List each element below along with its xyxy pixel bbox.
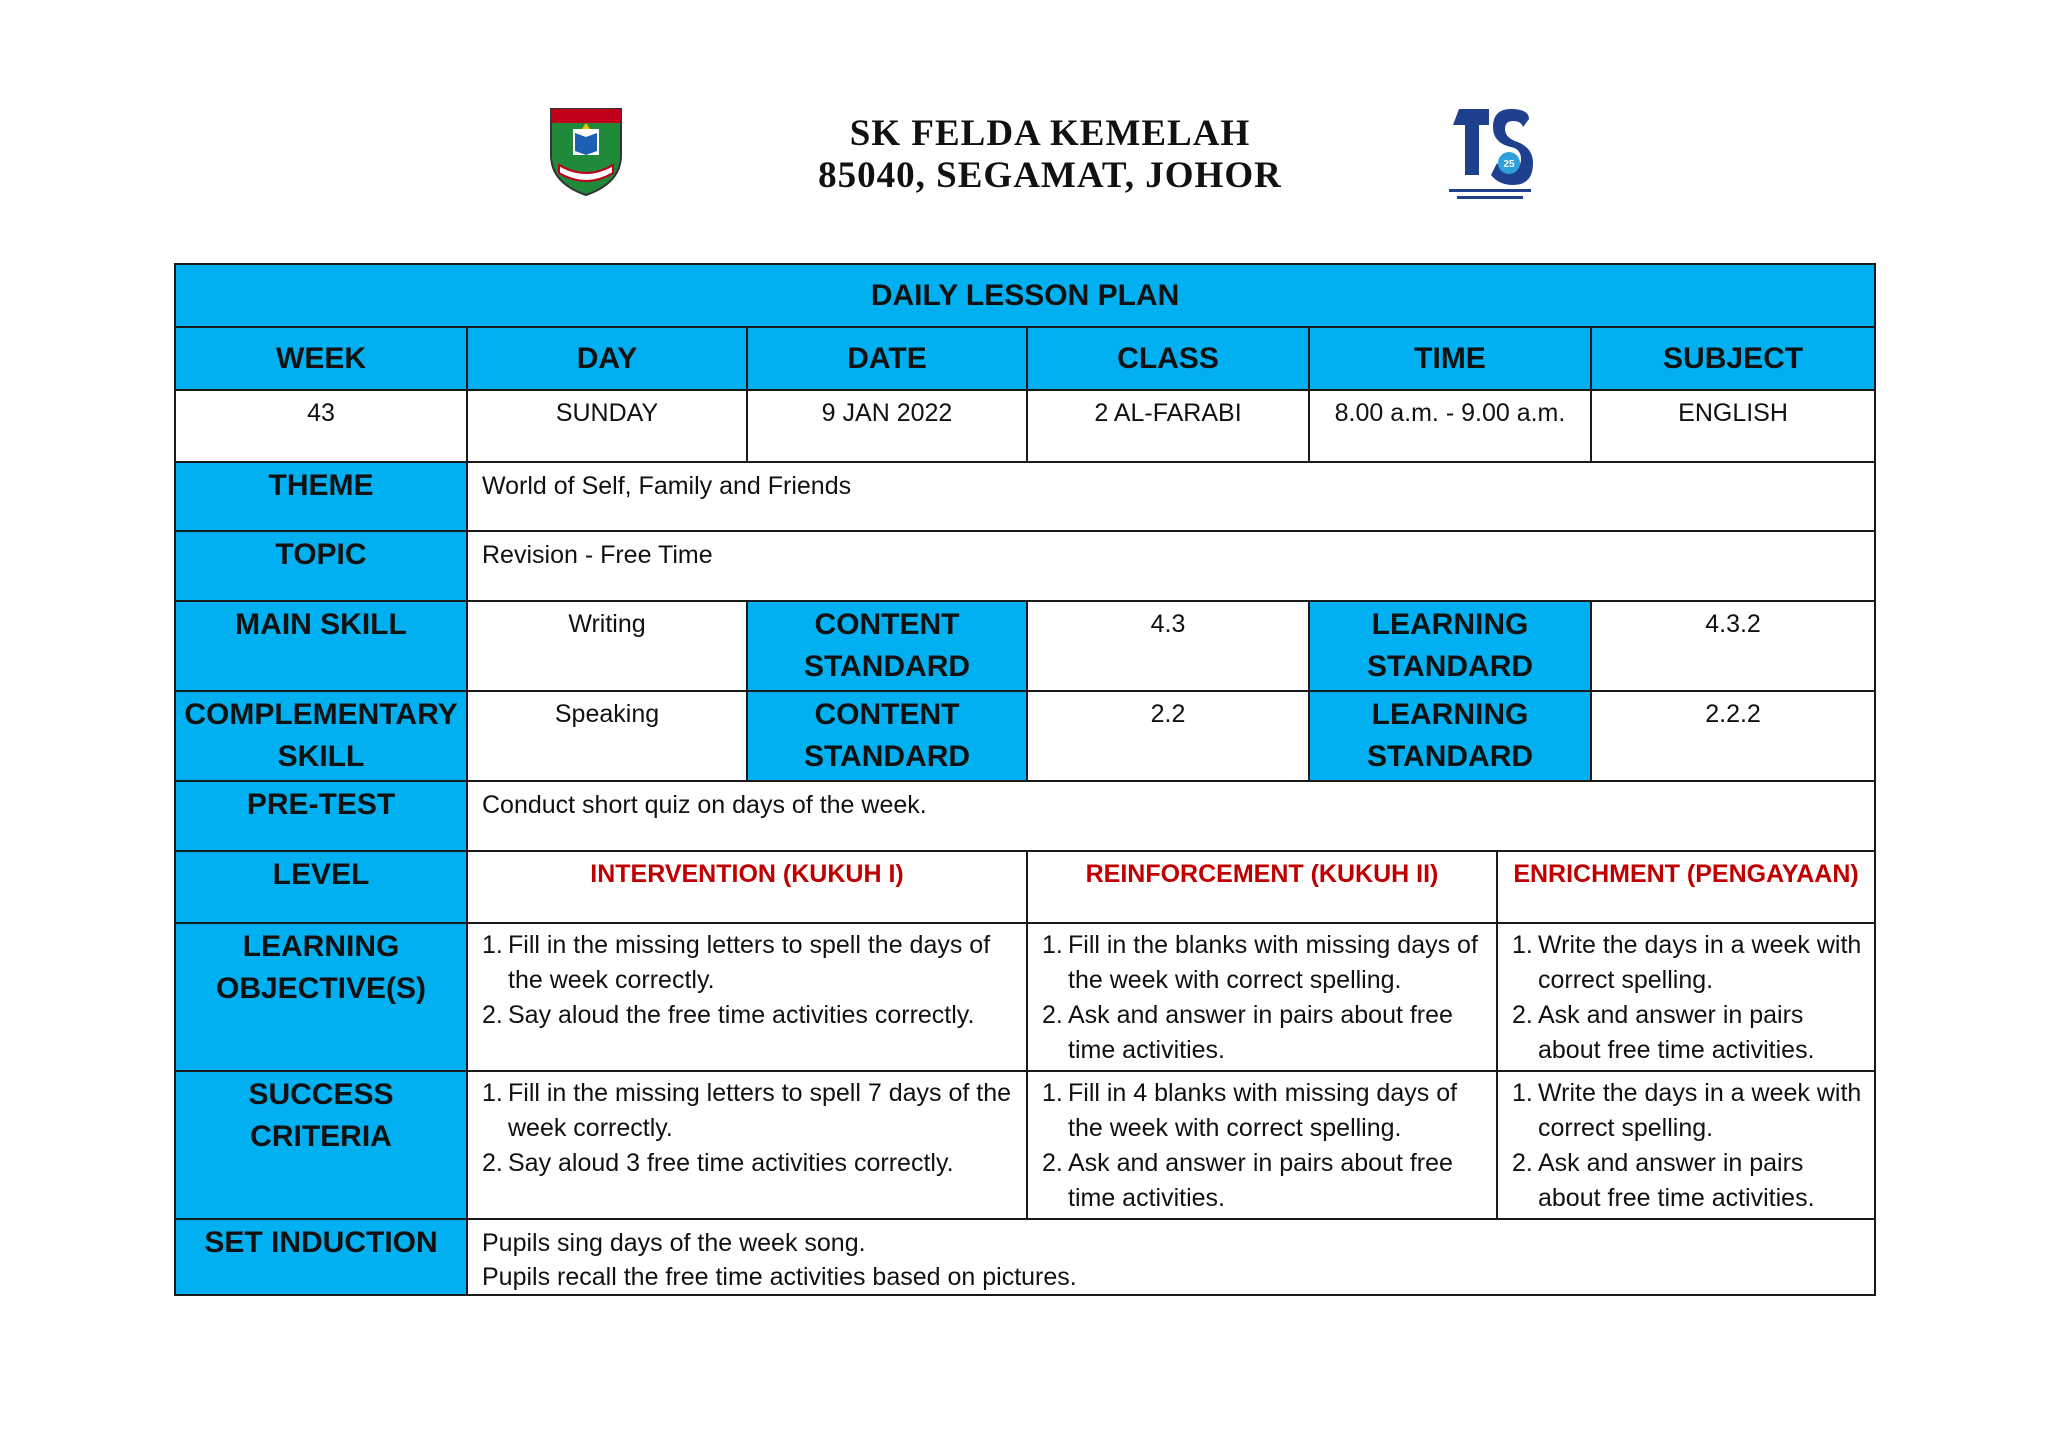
school-crest-icon [545, 103, 627, 199]
content-standard-value: 4.3 [1027, 601, 1309, 691]
learning-standard-value: 4.3.2 [1591, 601, 1875, 691]
topic-label: TOPIC [175, 531, 467, 601]
criteria-intervention [467, 1071, 1027, 1219]
lesson-plan-table [174, 263, 1876, 1296]
school-address: 85040, SEGAMAT, JOHOR [818, 155, 1282, 196]
set-induction-line: Pupils recall the free time activities based on pictures. [482, 1263, 1077, 1291]
col-header-week: WEEK [175, 327, 467, 390]
plan-title: DAILY LESSON PLAN [175, 264, 1875, 327]
list-item: 1. Fill in the blanks with missing days of the week with correct spelling. [1042, 931, 1478, 994]
set-induction-label: SET INDUCTION [175, 1219, 467, 1295]
pretest-label: PRE-TEST [175, 781, 467, 851]
content-standard-label: CONTENT STANDARD [747, 601, 1027, 691]
col-header-class: CLASS [1027, 327, 1309, 390]
col-header-time: TIME [1309, 327, 1591, 390]
ts25-logo-icon [1445, 105, 1535, 203]
criteria-enrichment [1497, 1071, 1875, 1219]
learning-standard-label: LEARNING STANDARD [1309, 691, 1591, 781]
time-value: 8.00 a.m. - 9.00 a.m. [1309, 390, 1591, 462]
success-criteria-label: SUCCESS CRITERIA [175, 1071, 467, 1219]
level-intervention: INTERVENTION (KUKUH I) [467, 851, 1027, 923]
school-name: SK FELDA KEMELAH [849, 113, 1251, 154]
subject-value: ENGLISH [1591, 390, 1875, 462]
set-induction-value [467, 1219, 1875, 1295]
week-value: 43 [175, 390, 467, 462]
col-header-day: DAY [467, 327, 747, 390]
objectives-reinforcement [1027, 923, 1497, 1071]
list-item: 2. Say aloud 3 free time activities correctly. [482, 1149, 954, 1177]
topic-value: Revision - Free Time [467, 531, 1875, 601]
level-label: LEVEL [175, 851, 467, 923]
level-reinforcement: REINFORCEMENT (KUKUH II) [1027, 851, 1497, 923]
list-item: 2. Ask and answer in pairs about free time activities. [1512, 1149, 1815, 1212]
list-item: 2. Ask and answer in pairs about free time activities. [1512, 1001, 1815, 1064]
theme-label: THEME [175, 462, 467, 531]
list-item: 1. Write the days in a week with correct spelling. [1512, 931, 1862, 994]
list-item: 1. Fill in the missing letters to spell the days of the week correctly. [482, 931, 991, 994]
complementary-skill-label: COMPLEMENTARY SKILL [175, 691, 467, 781]
main-skill-value: Writing [467, 601, 747, 691]
level-enrichment: ENRICHMENT (PENGAYAAN) [1497, 851, 1875, 923]
list-item: 1. Fill in the missing letters to spell 7 days of the week correctly. [482, 1079, 1012, 1142]
list-item: 2. Ask and answer in pairs about free time activities. [1042, 1001, 1453, 1064]
list-item: 1. Write the days in a week with correct spelling. [1512, 1079, 1862, 1142]
date-value: 9 JAN 2022 [747, 390, 1027, 462]
col-header-subject: SUBJECT [1591, 327, 1875, 390]
objectives-intervention [467, 923, 1027, 1071]
theme-value: World of Self, Family and Friends [467, 462, 1875, 531]
svg-text:25: 25 [1503, 159, 1515, 170]
main-skill-label: MAIN SKILL [175, 601, 467, 691]
col-header-date: DATE [747, 327, 1027, 390]
list-item: 2. Ask and answer in pairs about free time activities. [1042, 1149, 1453, 1212]
criteria-reinforcement [1027, 1071, 1497, 1219]
set-induction-line: Pupils sing days of the week song. [482, 1229, 866, 1257]
list-item: 1. Fill in 4 blanks with missing days of the week with correct spelling. [1042, 1079, 1458, 1142]
content-standard-value: 2.2 [1027, 691, 1309, 781]
learning-standard-label: LEARNING STANDARD [1309, 601, 1591, 691]
learning-standard-value: 2.2.2 [1591, 691, 1875, 781]
class-value: 2 AL-FARABI [1027, 390, 1309, 462]
list-item: 2. Say aloud the free time activities correctly. [482, 1001, 975, 1029]
objectives-enrichment [1497, 923, 1875, 1071]
objectives-label: LEARNING OBJECTIVE(S) [175, 923, 467, 1071]
complementary-skill-value: Speaking [467, 691, 747, 781]
pretest-value: Conduct short quiz on days of the week. [467, 781, 1875, 851]
page-header [0, 95, 2048, 225]
day-value: SUNDAY [467, 390, 747, 462]
content-standard-label: CONTENT STANDARD [747, 691, 1027, 781]
